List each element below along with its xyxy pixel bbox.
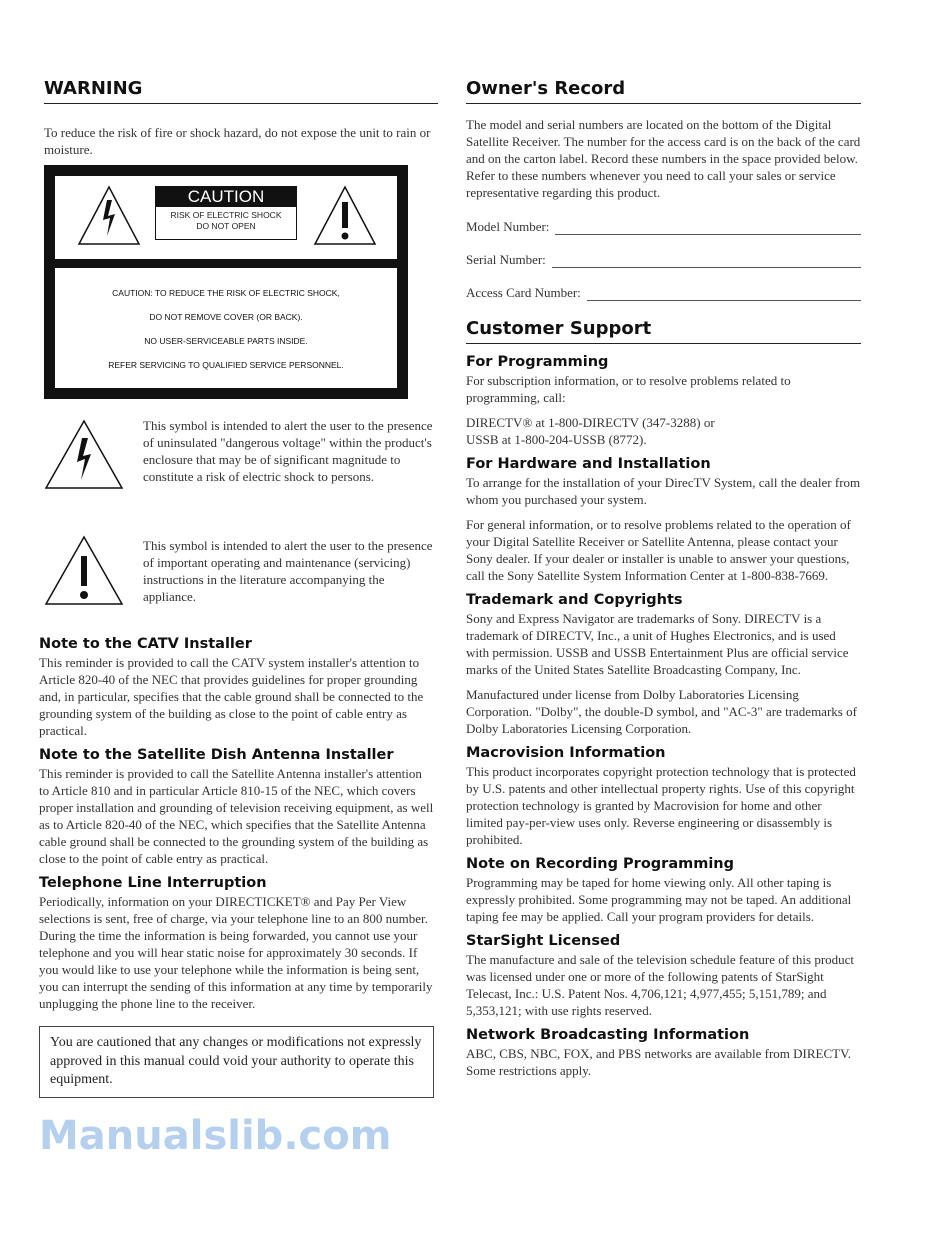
section-heading: Trademark and Copyrights — [466, 592, 683, 608]
modifications-notice: You are cautioned that any changes or modifications not expressly approved in this manual could void your authority to operate this equipment. — [39, 1026, 434, 1098]
section-heading: Note to the Satellite Dish Antenna Installer — [39, 747, 394, 763]
section-heading: Macrovision Information — [466, 745, 666, 761]
field-label: Model Number: — [466, 219, 550, 234]
warning-intro: To reduce the risk of fire or shock hazard, do not expose the unit to rain or moisture. — [44, 125, 431, 157]
caution-line: DO NOT REMOVE COVER (OR BACK). — [149, 312, 303, 322]
section-heading: For Hardware and Installation — [466, 456, 711, 472]
field-label: Access Card Number: — [466, 285, 581, 300]
caution-label-line2: DO NOT OPEN — [196, 221, 256, 231]
section-text: This product incorporates copyright protection technology that is protected by U.S. patents and other intellectual property rights. Use of this copyright protection technology is granted by Macrovision for home and other limited pay-per-view uses only. Reverse engineering or disassembly is prohibited. — [466, 764, 856, 847]
section-text: For subscription information, or to resolve problems related to programming, call: — [466, 373, 791, 405]
caution-text — [55, 268, 397, 388]
section-heading: Note to the CATV Installer — [39, 636, 252, 652]
caution-line: REFER SERVICING TO QUALIFIED SERVICE PERSONNEL. — [108, 360, 344, 370]
section-heading: Network Broadcasting Information — [466, 1027, 750, 1043]
section-heading: For Programming — [466, 354, 609, 370]
serial-number-field[interactable] — [466, 252, 861, 268]
voltage-symbol-text: This symbol is intended to alert the user to the presence of uninsulated "dangerous voltage" within the product's enclosure that may be of significant magnitude to constitute a risk of electric shock to persons. — [143, 418, 433, 484]
access-card-number-field[interactable] — [466, 285, 861, 301]
section-text: ABC, CBS, NBC, FOX, and PBS networks are available from DIRECTV. Some restrictions apply. — [466, 1046, 852, 1078]
section-text: This reminder is provided to call the CATV system installer's attention to Article 820-40 of the NEC that provides guidelines for proper grounding and, in particular, specifies that the cable ground shall be connected to the grounding system of the building as close to the point of cable entry as practical. — [39, 655, 424, 738]
model-number-field[interactable] — [466, 219, 861, 235]
section-text: Sony and Express Navigator are trademarks of Sony. DIRECTV is a trademark of DIRECTV, Inc., a unit of Hughes Electronics, and is used with permission. USSB and USSB Entertainment Plus are official service marks of the United States Satellite Broadcasting Company, Inc. — [466, 611, 849, 677]
caution-line: NO USER-SERVICEABLE PARTS INSIDE. — [144, 336, 308, 346]
section-text: DIRECTV® at 1-800-DIRECTV (347-3288) or USSB at 1-800-204-USSB (8772). — [466, 415, 715, 447]
section-text: To arrange for the installation of your DirecTV System, call the dealer from whom you purchased your system. — [466, 475, 861, 507]
customer-support-sections — [466, 354, 861, 1079]
section-heading: StarSight Licensed — [466, 933, 621, 949]
section-text: Programming may be taped for home viewing only. All other taping is expressly prohibited. Some programming may not be taped. An additional taping fee may be applied. Call your program providers for details. — [466, 875, 852, 924]
exclamation-triangle-icon — [44, 534, 124, 606]
caution-label-line1: RISK OF ELECTRIC SHOCK — [170, 210, 282, 220]
left-sections — [39, 636, 434, 1160]
customer-support-heading: Customer Support — [466, 318, 861, 344]
exclamation-triangle-icon — [313, 184, 377, 246]
caution-label — [155, 186, 297, 240]
section-text: This reminder is provided to call the Satellite Antenna installer's attention to Article 810 and in particular Article 810-15 of the NEC, which covers proper installation and grounding of television receiving equipment, as well as to Article 820-40 of the NEC, which specifies that the Satellite Antenna cable ground shall be connected to the grounding system of the building as close to the point of cable entry as practical. — [39, 766, 434, 866]
record-fields — [466, 219, 861, 301]
caution-line: CAUTION: TO REDUCE THE RISK OF ELECTRIC SHOCK, — [112, 288, 340, 298]
section-text: Periodically, information on your DIRECTICKET® and Pay Per View selections is sent, free of charge, via your telephone line to an 800 number. During the time the information is being forwarded, you cannot use your telephone and you will hear static noise for approximately 30 seconds. If you would like to use your telephone while the information is being sent, you can interrupt the sending of this information at any time by temporarily unplugging the phone line to the receiver. — [39, 894, 433, 1011]
caution-label-title: CAUTION — [156, 187, 296, 207]
section-text: Manufactured under license from Dolby Laboratories Licensing Corporation. "Dolby", the double-D symbol, and "AC-3" are trademarks of Dolby Laboratories Licensing Corporation. — [466, 687, 857, 736]
lightning-triangle-icon — [77, 184, 141, 246]
right-column — [466, 78, 861, 1087]
watermark: Manualslib.com — [39, 1112, 392, 1159]
section-heading: Telephone Line Interruption — [39, 875, 267, 891]
warning-heading: WARNING — [44, 78, 438, 104]
instructions-symbol-text: This symbol is intended to alert the user to the presence of important operating and maintenance (servicing) instructions in the literature accompanying the appliance. — [143, 538, 433, 604]
section-heading: Note on Recording Programming — [466, 856, 734, 872]
owners-record-heading: Owner's Record — [466, 78, 861, 104]
field-label: Serial Number: — [466, 252, 546, 267]
section-text: The manufacture and sale of the television schedule feature of this product was licensed under one or more of the following patents of StarSight Telecast, Inc.: U.S. Patent Nos. 4,706,121; 4,977,455; 5,151,789; and 5,353,121; with use rights reserved. — [466, 952, 855, 1018]
section-text: For general information, or to resolve problems related to the operation of your Digital Satellite Receiver or Satellite Antenna, please contact your Sony dealer. If your dealer or installer is unable to answer your questions, call the Sony Satellite System Information Center at 1-800-838-7669. — [466, 517, 851, 583]
owners-record-text: The model and serial numbers are located on the bottom of the Digital Satellite Receiver. The number for the access card is on the back of the card and on the carton label. Record these numbers in the space provided below. Refer to these numbers whenever you need to call your sales or service representative regarding this product. — [466, 117, 861, 200]
caution-panel — [44, 165, 408, 399]
lightning-triangle-icon — [44, 418, 124, 490]
